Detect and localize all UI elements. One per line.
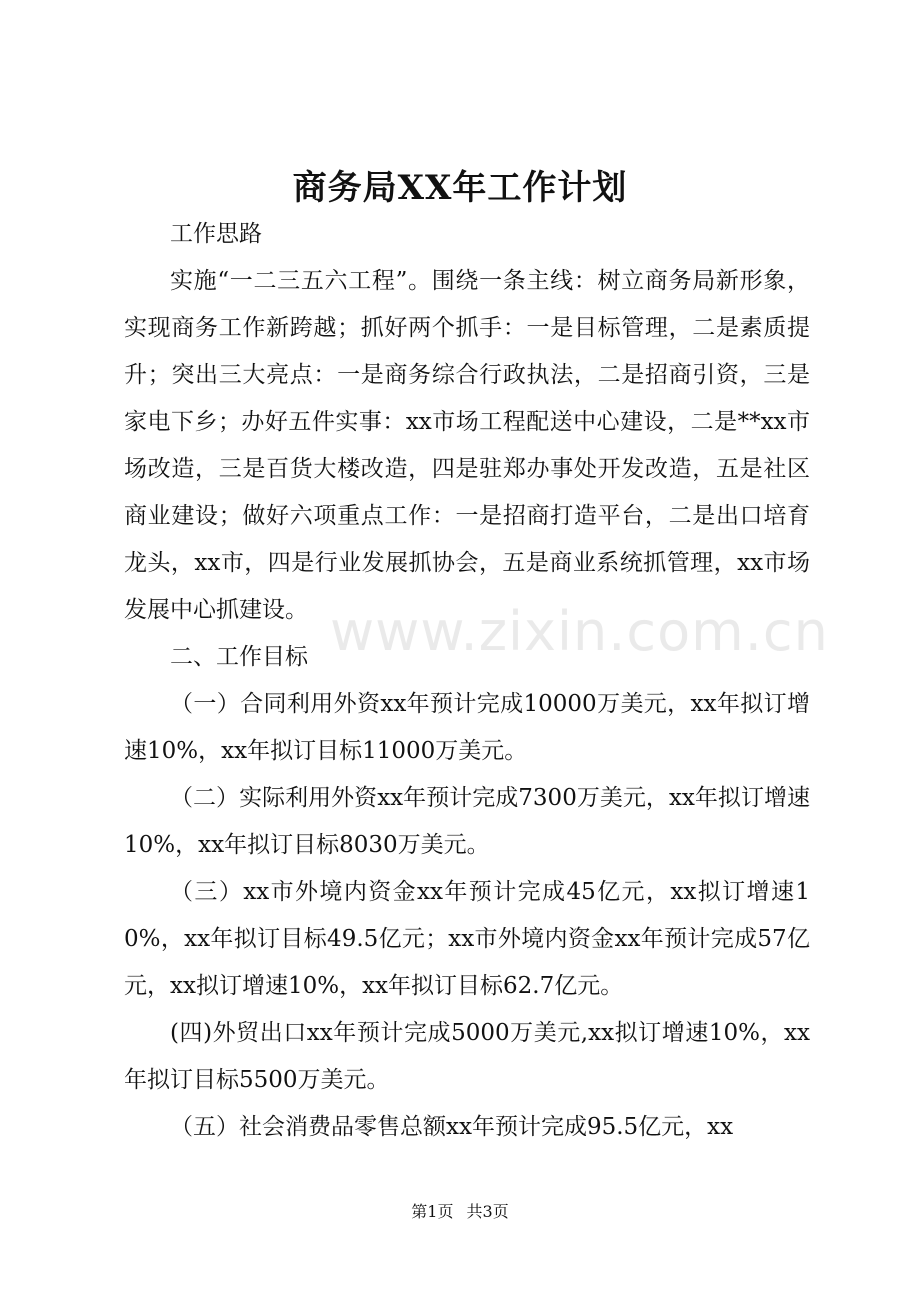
paragraph-goal-3: （三）xx市外境内资金xx年预计完成45亿元，xx拟订增速10%，xx年拟订目标49.5亿元；xx市外境内资金xx年预计完成57亿元，xx拟订增速10%，xx年拟订目标62.7亿元。 [124, 879, 810, 999]
page-number: 第1页 [411, 1202, 454, 1221]
paragraph-heading-work-ideas: 工作思路 [170, 221, 262, 247]
paragraph-heading-work-goals: 二、工作目标 [170, 644, 308, 670]
paragraph-goal-5: （五）社会消费品零售总额xx年预计完成95.5亿元，xx [170, 1114, 734, 1140]
paragraph-goal-2: （二）实际利用外资xx年预计完成7300万美元，xx年拟订增速10%，xx年拟订目标8030万美元。 [124, 785, 810, 858]
paragraph-goal-4: (四)外贸出口xx年预计完成5000万美元,xx拟订增速10%，xx年拟订目标5500万美元。 [124, 1020, 810, 1093]
watermark: www.zixin.com.cn [330, 600, 829, 663]
page-footer [0, 1200, 920, 1224]
paragraph-goal-1: （一）合同利用外资xx年预计完成10000万美元，xx年拟订增速10%，xx年拟订目标11000万美元。 [124, 691, 810, 764]
document-title: 商务局XX年工作计划 [292, 168, 628, 208]
page-total: 共3页 [466, 1202, 509, 1221]
document-body [124, 211, 810, 1151]
paragraph-work-ideas: 实施“一二三五六工程”。围绕一条主线：树立商务局新形象，实现商务工作新跨越；抓好两个抓手：一是目标管理，二是素质提升；突出三大亮点：一是商务综合行政执法，二是招商引资，三是家电下乡；办好五件实事：xx市场工程配送中心建设，二是**xx市场改造，三是百货大楼改造，四是驻郑办事处开发改造，五是社区商业建设；做好六项重点工作：一是招商打造平台，二是出口培育龙头，xx市，四是行业发展抓协会，五是商业系统抓管理，xx市场发展中心抓建设。 [124, 268, 810, 623]
